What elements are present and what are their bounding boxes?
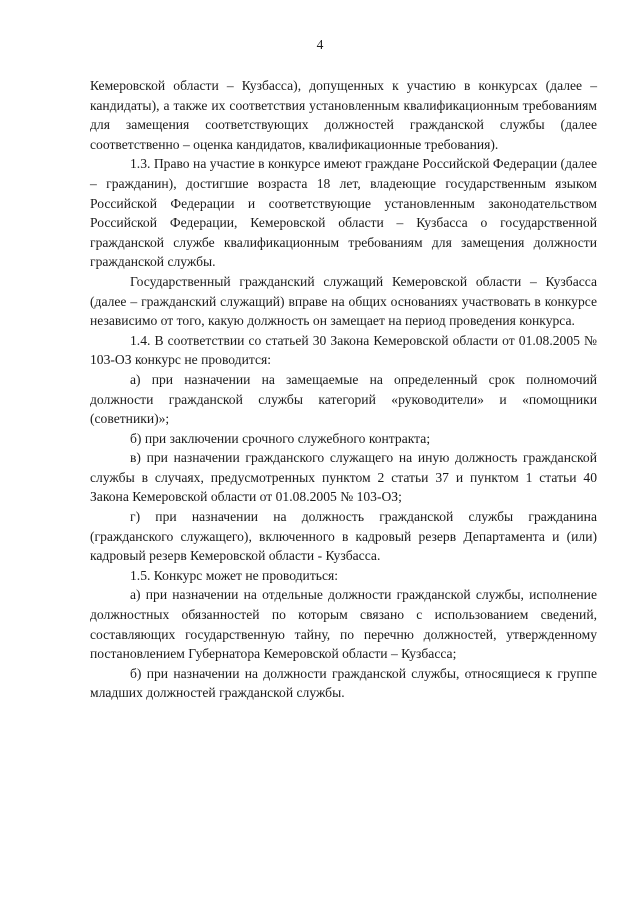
paragraph-1-5: 1.5. Конкурс может не проводиться: bbox=[130, 567, 339, 583]
paragraph-1-5-b: б) при назначении на должности гражданской службы, относящиеся к группе младших должностей гражданской службы. bbox=[90, 665, 597, 701]
paragraph-1-4-b: б) при заключении срочного служебного контракта; bbox=[130, 430, 431, 446]
document-body bbox=[90, 76, 597, 703]
page-number: 4 bbox=[316, 37, 324, 52]
paragraph-1-4-v: в) при назначении гражданского служащего на иную должность гражданской службы в случаях, предусмотренных пунктом 2 статьи 37 и пунктом 1 статьи 40 Закона Кемеровской области от 01.08.2005 № 103-ОЗ; bbox=[90, 450, 597, 505]
paragraph-1-4-a: а) при назначении на замещаемые на определенный срок полномочий должности гражданской службы категорий «руководители» и «помощники (советники)»; bbox=[90, 371, 597, 427]
paragraph-1-4-g: г) при назначении на должность гражданской службы гражданина (гражданского служащего), включенного в кадровый резерв Департамента и (или) кадровый резерв Кемеровской области - Кузбасса. bbox=[90, 509, 597, 564]
paragraph-1-3: 1.3. Право на участие в конкурсе имеют граждане Российской Федерации (далее – гражданин), достигшие возраста 18 лет, владеющие государственным языком Российской Федерации и соответствующие установленным законодательством Российской Федерации, Кемеровской области – Кузбасса о государственной гражданской службе квалификационным требованиям для замещения должности гражданской службы. bbox=[90, 156, 597, 270]
paragraph-civil-servant-right: Государственный гражданский служащий Кемеровской области – Кузбасса (далее – гражданский служащий) вправе на общих основаниях участвовать в конкурсе независимо от того, какую должность он замещает на период проведения конкурса. bbox=[90, 273, 597, 329]
paragraph-1-4: 1.4. В соответствии со статьей 30 Закона Кемеровской области от 01.08.2005 № 103-ОЗ конкурс не проводится: bbox=[90, 332, 597, 368]
paragraph-1-5-a: а) при назначении на отдельные должности гражданской службы, исполнение должностных обязанностей по которым связано с использованием сведений, составляющих государственную тайну, по перечню должностей, утвержденному постановлением Губернатора Кемеровской области – Кузбасса; bbox=[90, 587, 597, 662]
paragraph-continuation: Кемеровской области – Кузбасса), допущенных к участию в конкурсах (далее – кандидаты), а также их соответствия установленным квалификационным требованиям для замещения соответствующих должностей гражданской службы (далее соответственно – оценка кандидатов, квалификационные требования). bbox=[90, 78, 597, 152]
